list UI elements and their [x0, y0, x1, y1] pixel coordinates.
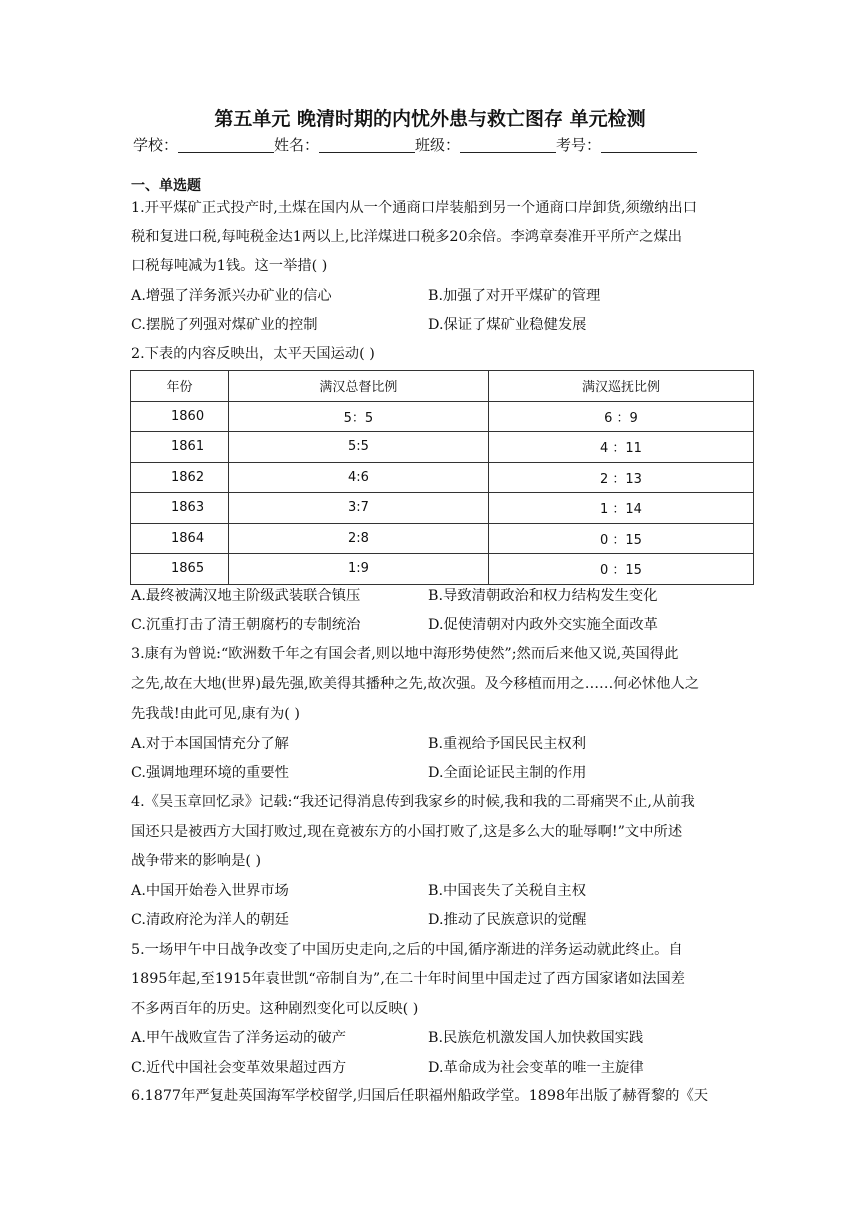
table-cell-year: 1863 [131, 493, 229, 524]
table-cell-provincial: 0 ：15 [488, 523, 753, 554]
q1-option-d[interactable]: D.保证了煤矿业稳健发展 [428, 317, 587, 333]
section-heading: 一、单选题 [131, 178, 201, 194]
q5-option-c[interactable]: C.近代中国社会变革效果超过西方 [131, 1060, 347, 1076]
q3-line-1: 3.康有为曾说:“欧洲数千年之有国会者,则以地中海形势使然”;然而后来他又说,英国得此 [131, 646, 679, 662]
table-cell-governor: 3:7 [228, 493, 488, 524]
q5-line-1: 5.一场甲午中日战争改变了中国历史走向,之后的中国,循序渐进的洋务运动就此终止。自 [131, 942, 683, 958]
q4-line-3: 战争带来的影响是( ) [131, 853, 262, 869]
table-cell-year: 1865 [131, 554, 229, 585]
table-header-row [131, 371, 754, 402]
q1-option-b[interactable]: B.加强了对开平煤矿的管理 [428, 288, 601, 304]
table-cell-governor: 5:5 [228, 432, 488, 463]
q5-option-d[interactable]: D.革命成为社会变革的唯一主旋律 [428, 1060, 644, 1076]
q3-option-a[interactable]: A.对于本国国情充分了解 [131, 736, 289, 752]
exam-number-blank[interactable] [601, 136, 697, 153]
class-label: 班级： [415, 136, 461, 154]
name-blank[interactable] [319, 136, 415, 153]
table-cell-governor: 1:9 [228, 554, 488, 585]
q4-line-1: 4.《吴玉章回忆录》记载:“我还记得消息传到我家乡的时候,我和我的二哥痛哭不止,从前我 [131, 794, 695, 810]
table-row [131, 523, 754, 554]
student-info-line [133, 134, 697, 155]
school-blank[interactable] [178, 136, 274, 153]
q4-option-a[interactable]: A.中国开始卷入世界市场 [131, 883, 289, 899]
class-blank[interactable] [460, 136, 556, 153]
q5-line-3: 不多两百年的历史。这种剧烈变化可以反映( ) [131, 1001, 419, 1017]
school-label: 学校： [133, 136, 179, 154]
table-row [131, 493, 754, 524]
q2-data-table [130, 370, 754, 585]
q1-line-3: 口税每吨减为1钱。这一举措( ) [131, 258, 328, 274]
table-row [131, 432, 754, 463]
table-cell-year: 1862 [131, 462, 229, 493]
table-row [131, 401, 754, 432]
q4-line-2: 国还只是被西方大国打败过,现在竟被东方的小国打败了,这是多么大的耻辱啊!”文中所述 [131, 824, 683, 840]
q3-line-2: 之先,故在大地(世界)最先强,欧美得其播种之先,故次强。及今移植而用之……何必怵他人之 [131, 676, 700, 692]
q2-option-a[interactable]: A.最终被满汉地主阶级武装联合镇压 [131, 588, 361, 604]
table-cell-provincial: 0 ：15 [488, 554, 753, 585]
q1-line-1: 1.开平煤矿正式投产时,土煤在国内从一个通商口岸装船到另一个通商口岸卸货,须缴纳出口 [131, 200, 698, 216]
table-row [131, 462, 754, 493]
table-cell-governor: 4:6 [228, 462, 488, 493]
q1-line-2: 税和复进口税,每吨税金达1两以上,比洋煤进口税多20余倍。李鸿章奏准开平所产之煤出 [131, 229, 683, 245]
q2-option-d[interactable]: D.促使清朝对内政外交实施全面改革 [428, 617, 658, 633]
table-cell-provincial: 1 ：14 [488, 493, 753, 524]
table-cell-governor: 2:8 [228, 523, 488, 554]
table-row [131, 554, 754, 585]
table-cell-year: 1864 [131, 523, 229, 554]
table-header-year: 年份 [131, 371, 229, 402]
q2-stem: 2.下表的内容反映出，太平天国运动( ) [131, 346, 375, 362]
q4-option-b[interactable]: B.中国丧失了关税自主权 [428, 883, 587, 899]
q5-option-b[interactable]: B.民族危机激发国人加快救国实践 [428, 1030, 644, 1046]
q3-option-c[interactable]: C.强调地理环境的重要性 [131, 765, 289, 781]
q4-option-d[interactable]: D.推动了民族意识的觉醒 [428, 912, 587, 928]
table-cell-year: 1860 [131, 401, 229, 432]
q3-line-3: 先我哉!由此可见,康有为( ) [131, 706, 300, 722]
q6-line-1: 6.1877年严复赴英国海军学校留学,归国后任职福州船政学堂。1898年出版了赫胥黎的《天 [131, 1088, 709, 1104]
table-cell-governor: 5：5 [228, 401, 488, 432]
q3-option-b[interactable]: B.重视给予国民民主权利 [428, 736, 587, 752]
q3-option-d[interactable]: D.全面论证民主制的作用 [428, 765, 587, 781]
q1-option-c[interactable]: C.摆脱了列强对煤矿业的控制 [131, 317, 318, 333]
q2-option-b[interactable]: B.导致清朝政治和权力结构发生变化 [428, 588, 658, 604]
q5-line-2: 1895年起,至1915年袁世凯“帝制自为”,在二十年时间里中国走过了西方国家诸如法国差 [131, 971, 685, 987]
q4-option-c[interactable]: C.清政府沦为洋人的朝廷 [131, 912, 289, 928]
table-cell-provincial: 4 ：11 [488, 432, 753, 463]
q5-option-a[interactable]: A.甲午战败宣告了洋务运动的破产 [131, 1030, 347, 1046]
table-header-governor-ratio: 满汉总督比例 [228, 371, 488, 402]
exam-number-label: 考号： [556, 136, 602, 154]
table-header-provincial-ratio: 满汉巡抚比例 [488, 371, 753, 402]
q2-option-c[interactable]: C.沉重打击了清王朝腐朽的专制统治 [131, 617, 361, 633]
page-title: 第五单元 晚清时期的内忧外患与救亡图存 单元检测 [214, 108, 646, 130]
table-cell-provincial: 2 ：13 [488, 462, 753, 493]
table-cell-year: 1861 [131, 432, 229, 463]
q1-option-a[interactable]: A.增强了洋务派兴办矿业的信心 [131, 288, 332, 304]
name-label: 姓名： [274, 136, 320, 154]
table-cell-provincial: 6 ：9 [488, 401, 753, 432]
